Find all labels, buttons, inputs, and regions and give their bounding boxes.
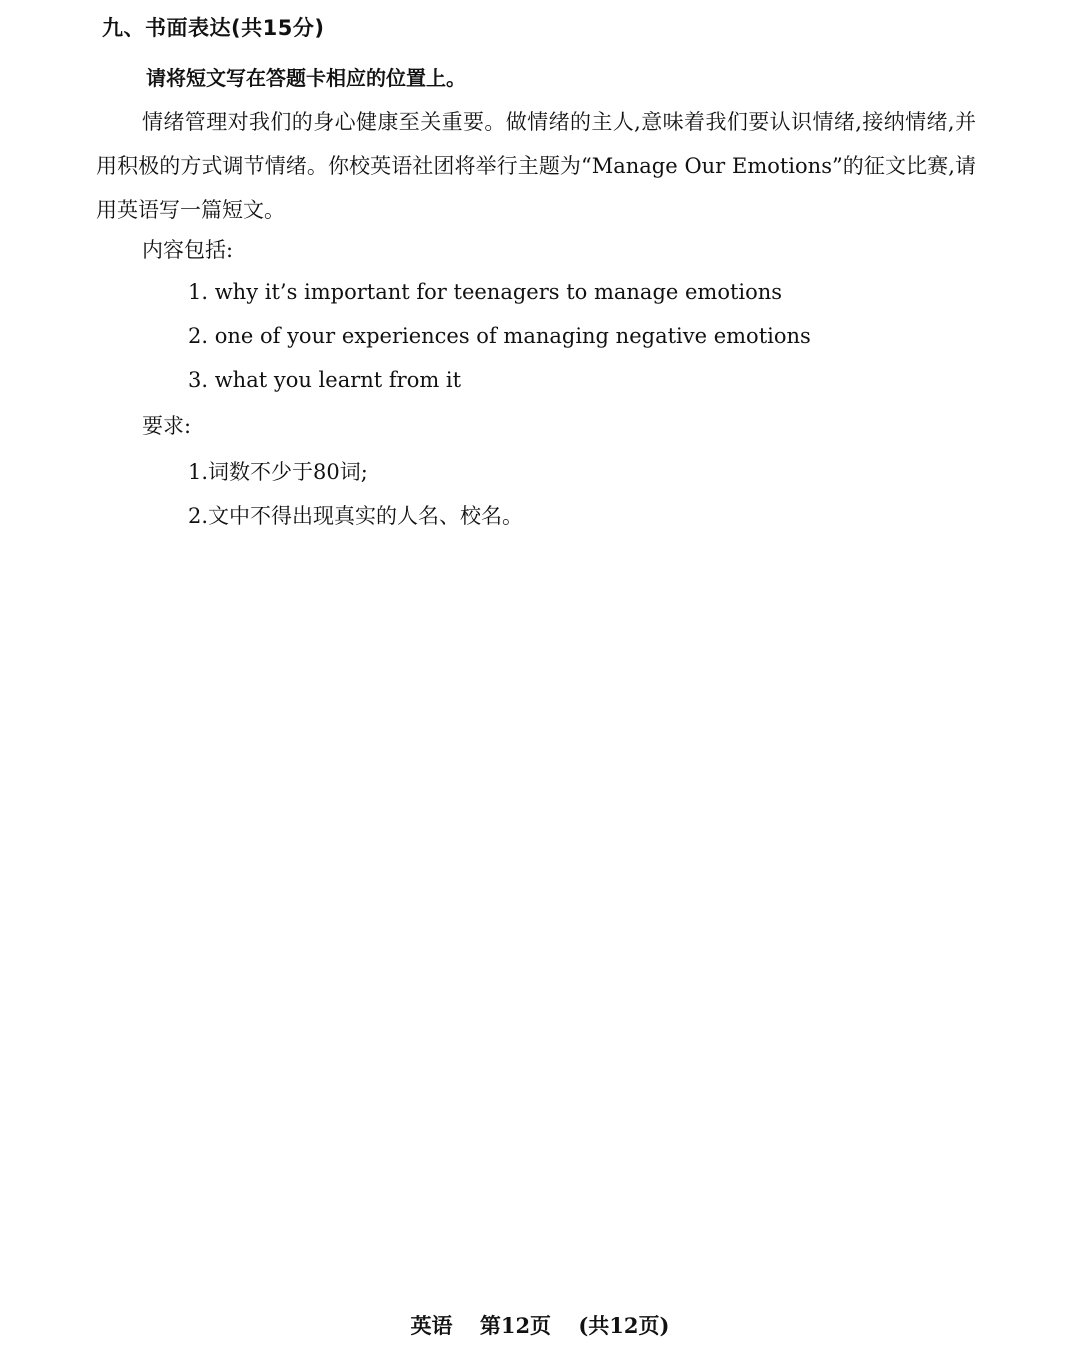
page-footer [0,1310,1080,1340]
section-title: 九、书面表达(共15分) [102,16,325,40]
content-item: 3. what you learnt from it [188,368,462,392]
requirement-item: 1.词数不少于80词; [188,460,368,484]
footer-subject: 英语 [410,1313,453,1338]
answer-instruction: 请将短文写在答题卡相应的位置上。 [146,66,466,90]
footer-page-total: (共12页) [578,1313,670,1338]
content-item: 1. why it’s important for teenagers to manage emotions [188,280,783,304]
footer-page-number: 第12页 [479,1313,552,1338]
requirement-item: 2.文中不得出现真实的人名、校名。 [188,504,524,528]
writing-prompt: 情绪管理对我们的身心健康至关重要。做情绪的主人,意味着我们要认识情绪,接纳情绪,并用积极的方式调节情绪。你校英语社团将举行主题为“Manage Our Emotions”的征文比赛,请用英语写一篇短文。 [96,110,976,222]
content-item: 2. one of your experiences of managing negative emotions [188,324,811,348]
requirements-label: 要求: [142,414,192,438]
content-label: 内容包括: [142,238,234,262]
